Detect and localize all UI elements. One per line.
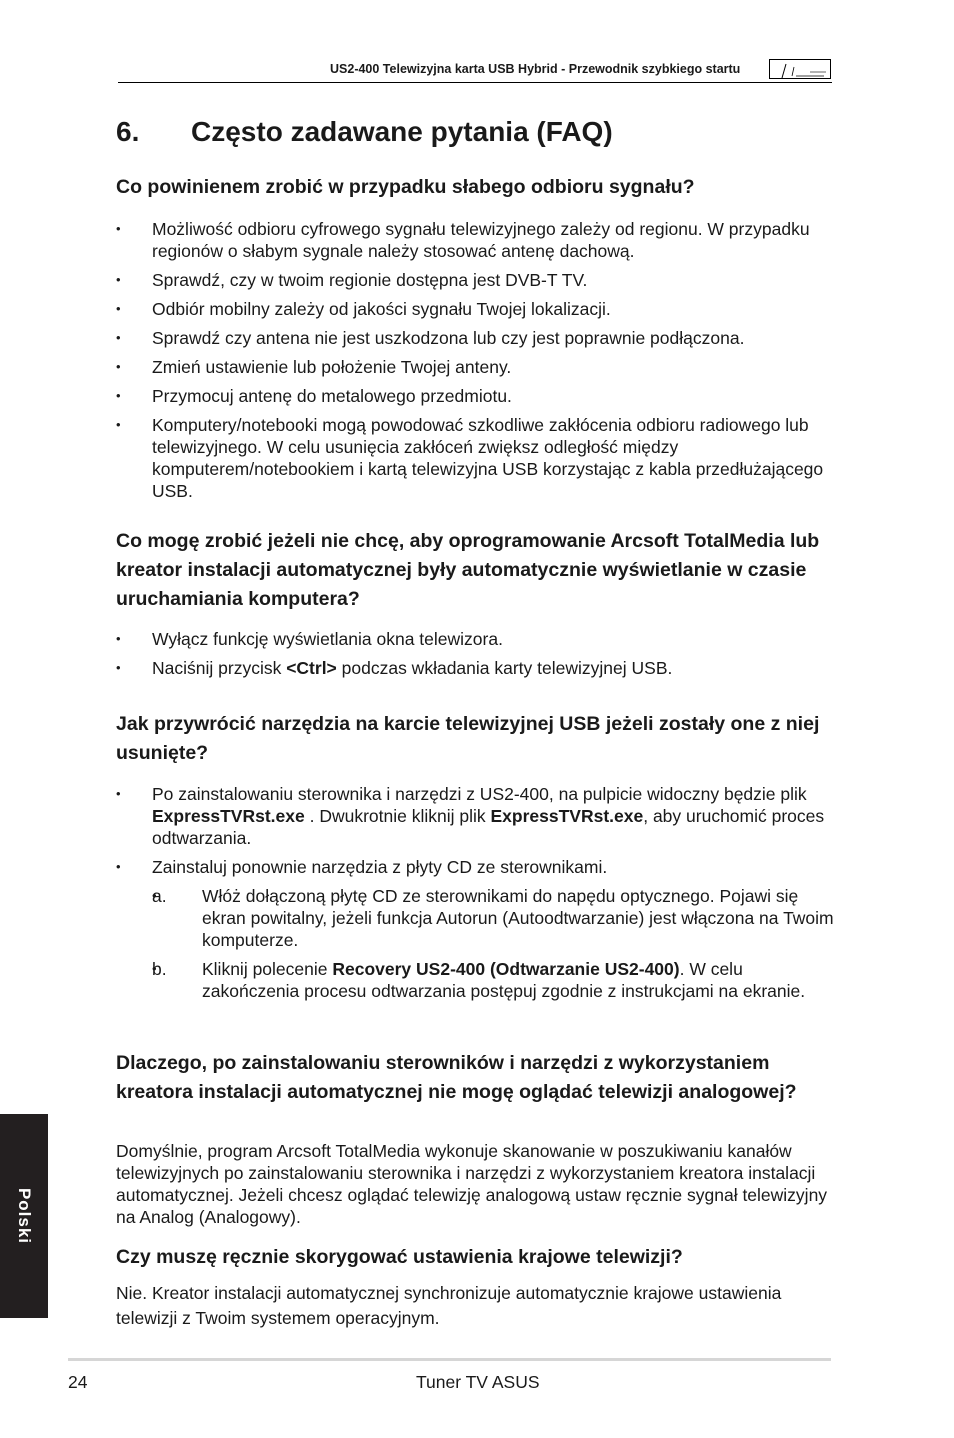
list-item: • Wyłącz funkcję wyświetlania okna telewizora. bbox=[116, 628, 836, 650]
faq-answer-5: Nie. Kreator instalacji automatycznej synchronizuje automatycznie krajowe ustawienia telewizji z Twoim systemem operacyjnym. bbox=[116, 1283, 782, 1328]
page-number: 24 bbox=[68, 1372, 88, 1392]
list-item: • Przymocuj antenę do metalowego przedmiotu. bbox=[116, 385, 836, 407]
list-item: • Sprawdź, czy w twoim regionie dostępna jest DVB-T TV. bbox=[116, 269, 836, 291]
running-header: US2-400 Telewizyjna karta USB Hybrid - Przewodnik szybkiego startu bbox=[330, 62, 741, 76]
faq-answer-list-1 bbox=[116, 218, 836, 502]
faq-answer-list-2 bbox=[116, 628, 836, 679]
list-item: • Sprawdź czy antena nie jest uszkodzona lub czy jest poprawnie podłączona. bbox=[116, 327, 836, 349]
footer-rule bbox=[68, 1358, 831, 1361]
faq-question-3: Jak przywrócić narzędzia na karcie telewizyjnej USB jeżeli zostały one z niej usunięte? bbox=[116, 713, 820, 764]
list-item: • Możliwość odbioru cyfrowego sygnału telewizyjnego zależy od regionu. W przypadku regionów o słabym sygnale należy stosować antenę dachową. bbox=[116, 218, 836, 262]
faq-question-4: Dlaczego, po zainstalowaniu sterowników i narzędzi z wykorzystaniem kreatora instalacji automatycznej nie mogę oglądać telewizji analogowej? bbox=[116, 1052, 797, 1103]
asus-logo-icon bbox=[769, 59, 831, 79]
faq-question-1: Co powinienem zrobić w przypadku słabego odbioru sygnału? bbox=[116, 176, 695, 198]
header-rule bbox=[118, 82, 832, 83]
faq-answer-4: Domyślnie, program Arcsoft TotalMedia wykonuje skanowanie w poszukiwaniu kanałów telewizyjnych po zainstalowaniu sterownika i narzędzi z wykorzystaniem kreatora instalacji automatycznej. Jeżeli chcesz oglądać telewizję analogową ustaw ręcznie sygnał telewizyjny na Analog (Analogowy). bbox=[116, 1141, 828, 1227]
sub-list-item: • a. Włóż dołączoną płytę CD ze sterownikami do napędu optycznego. Pojawi się ekran powitalny, jeżeli funkcja Autorun (Autoodtwarzanie) jest włączona na Twoim komputerze. bbox=[152, 885, 836, 951]
list-item: • Komputery/notebooki mogą powodować szkodliwe zakłócenia odbioru radiowego lub telewizyjnego. W celu usunięcia zakłóceń zwiększ odległość między komputerem/notebookiem i kartą telewizyjna USB korzystając z kabla przedłużającego USB. bbox=[116, 414, 836, 502]
list-item: • Zmień ustawienie lub położenie Twojej anteny. bbox=[116, 356, 836, 378]
page-title bbox=[116, 116, 613, 148]
sub-list bbox=[152, 885, 836, 1002]
title-number: 6. bbox=[116, 116, 140, 147]
footer-text: Tuner TV ASUS bbox=[416, 1372, 540, 1392]
faq-answer-list-3 bbox=[116, 783, 836, 1002]
faq-question-2: Co mogę zrobić jeżeli nie chcę, aby oprogramowanie Arcsoft TotalMedia lub kreator instalacji automatycznej były automatycznie wyświetlanie w czasie uruchamiania komputera? bbox=[116, 530, 820, 610]
faq-question-5: Czy muszę ręcznie skorygować ustawienia krajowe telewizji? bbox=[116, 1246, 683, 1268]
list-item: • Zainstaluj ponownie narzędzia z płyty CD ze sterownikami. • a. Włóż dołączoną płytę CD ze sterownikami do napędu optycznego. Pojawi się ekran powitalny, jeżeli funkcja Autorun (Autoodtwarzanie) jest włączona na Twoim komputerze. • b. Kliknij polecenie Recovery US2-400 (Odtwarzanie US2-400). W celu zakończenia procesu odtwarzania postępuj zgodnie z instrukcjami na ekranie. bbox=[116, 856, 836, 1002]
language-tab-label: Polski bbox=[15, 1187, 34, 1245]
list-item: • Po zainstalowaniu sterownika i narzędzi z US2-400, na pulpicie widoczny będzie plik ExpressTVRst.exe . Dwukrotnie kliknij plik ExpressTVRst.exe, aby uruchomić proces odtwarzania. bbox=[116, 783, 836, 849]
list-item: • Odbiór mobilny zależy od jakości sygnału Twojej lokalizacji. bbox=[116, 298, 836, 320]
sub-list-item: • b. Kliknij polecenie Recovery US2-400 (Odtwarzanie US2-400). W celu zakończenia procesu odtwarzania postępuj zgodnie z instrukcjami na ekranie. bbox=[152, 958, 836, 1002]
list-item: • Naciśnij przycisk <Ctrl> podczas wkładania karty telewizyjnej USB. bbox=[116, 657, 836, 679]
title-text: Często zadawane pytania (FAQ) bbox=[191, 116, 613, 147]
